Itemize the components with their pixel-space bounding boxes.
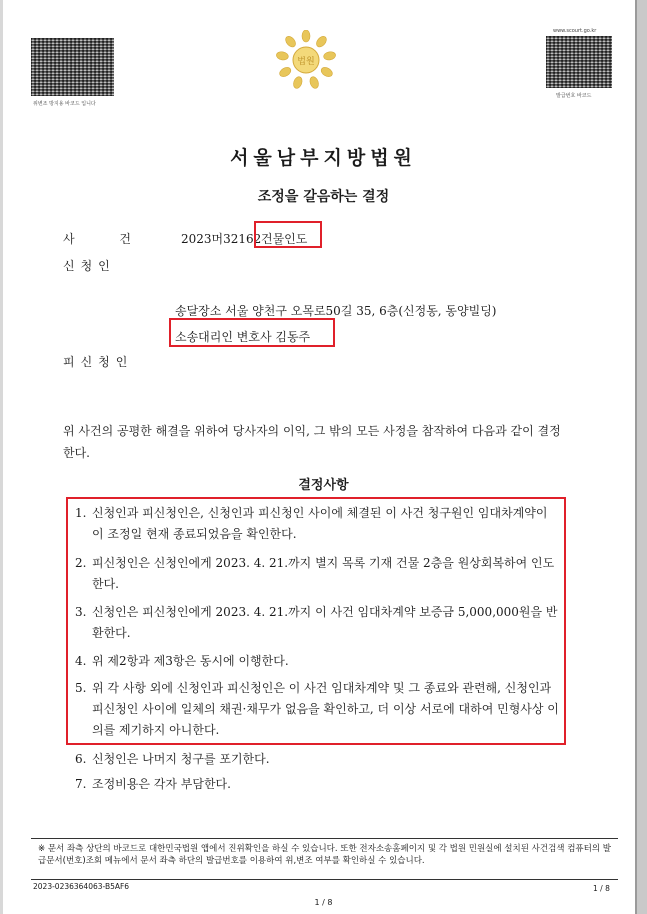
barcode-image-right — [546, 36, 612, 88]
page-number-right: 1 / 8 — [593, 884, 610, 893]
item-text: 신청인은 피신청인에게 2023. 4. 21.까지 이 사건 임대차계약 보증금 5,000,000원을 반환한다. — [92, 605, 558, 640]
page-edge — [0, 0, 3, 914]
respondent-label: 피신청인 — [63, 355, 134, 369]
highlight-box-items — [66, 497, 566, 745]
item-text: 피신청인은 신청인에게 2023. 4. 21.까지 별지 목록 기재 건물 2층을 원상회복하여 인도한다. — [92, 556, 555, 591]
case-label — [63, 230, 131, 247]
barcode-image-left — [31, 38, 114, 96]
emblem-text: 법원 — [297, 57, 315, 67]
item-number: 2. — [75, 556, 87, 570]
decision-item — [75, 749, 561, 770]
issue-code: 2023-0236364063-B5AF6 — [33, 882, 130, 891]
document-title: 조정을 갈음하는 결정 — [257, 189, 390, 205]
item-text: 위 각 사항 외에 신청인과 피신청인은 이 사건 임대차계약 및 그 종료와 관련해, 신청인과 피신청인 사이에 일체의 채권·채무가 없음을 확인하고, 더 이상 서로에 대하여 민형사상 이의를 제기하지 아니한다. — [92, 681, 559, 737]
footer-rule-bottom — [31, 879, 618, 880]
item-text: 신청인은 나머지 청구를 포기한다. — [92, 752, 270, 766]
case-name: 건물인도 — [261, 232, 308, 246]
case-label-part: 사 — [63, 232, 75, 246]
decision-section-title: 결정사항 — [298, 478, 349, 493]
footer-note: ※ 문서 좌측 상단의 바코드로 대한민국법원 앱에서 진위확인을 하실 수 있습니다. 또한 전자소송홈페이지 및 각 법원 민원실에 설치된 사건검색 컴퓨터의 발급문서(번호)조회 메뉴에서 문서 좌측 하단의 발급번호를 이용하여 위,변조 여부를 확인하실 수 있습니다. — [38, 844, 611, 866]
highlight-box-agent — [169, 318, 335, 347]
footer-rule-top — [31, 838, 618, 839]
court-emblem-icon — [276, 30, 336, 90]
page-edge — [637, 0, 647, 914]
item-number: 1. — [75, 506, 87, 520]
case-label-part: 건 — [119, 232, 131, 246]
court-url: www.scourt.go.kr — [553, 28, 597, 34]
item-number: 7. — [75, 777, 87, 791]
item-number: 3. — [75, 605, 87, 619]
page-number: 1 / 8 — [314, 898, 333, 907]
barcode-caption-left: 위변조 방지용 바코드 입니다 — [33, 101, 96, 107]
item-number: 5. — [75, 681, 87, 695]
barcode-caption-right: 발급번호 바코드 — [556, 93, 592, 99]
item-number: 4. — [75, 654, 87, 668]
item-text: 신청인과 피신청인은, 신청인과 피신청인 사이에 체결된 이 사건 청구원인 임대차계약이 이 조정일 현재 종료되었음을 확인한다. — [92, 506, 548, 541]
court-name: 서울남부지방법원 — [230, 147, 417, 169]
applicant-address: 송달장소 서울 양천구 오목로50길 35, 6층(신정동, 동양빌딩) — [175, 304, 497, 318]
item-number: 6. — [75, 752, 87, 766]
item-text: 조정비용은 각자 부담한다. — [92, 777, 231, 791]
case-number: 2023머32162 — [181, 232, 262, 246]
applicant-agent: 소송대리인 변호사 김동주 — [175, 330, 311, 344]
decision-item — [75, 774, 561, 795]
applicant-label: 신청인 — [63, 259, 116, 273]
intro-paragraph: 위 사건의 공평한 해결을 위하여 당사자의 이익, 그 밖의 모든 사정을 참작하여 다음과 같이 결정한다. — [63, 424, 561, 460]
item-text: 위 제2항과 제3항은 동시에 이행한다. — [92, 654, 289, 668]
highlight-box-case-name — [254, 221, 322, 248]
